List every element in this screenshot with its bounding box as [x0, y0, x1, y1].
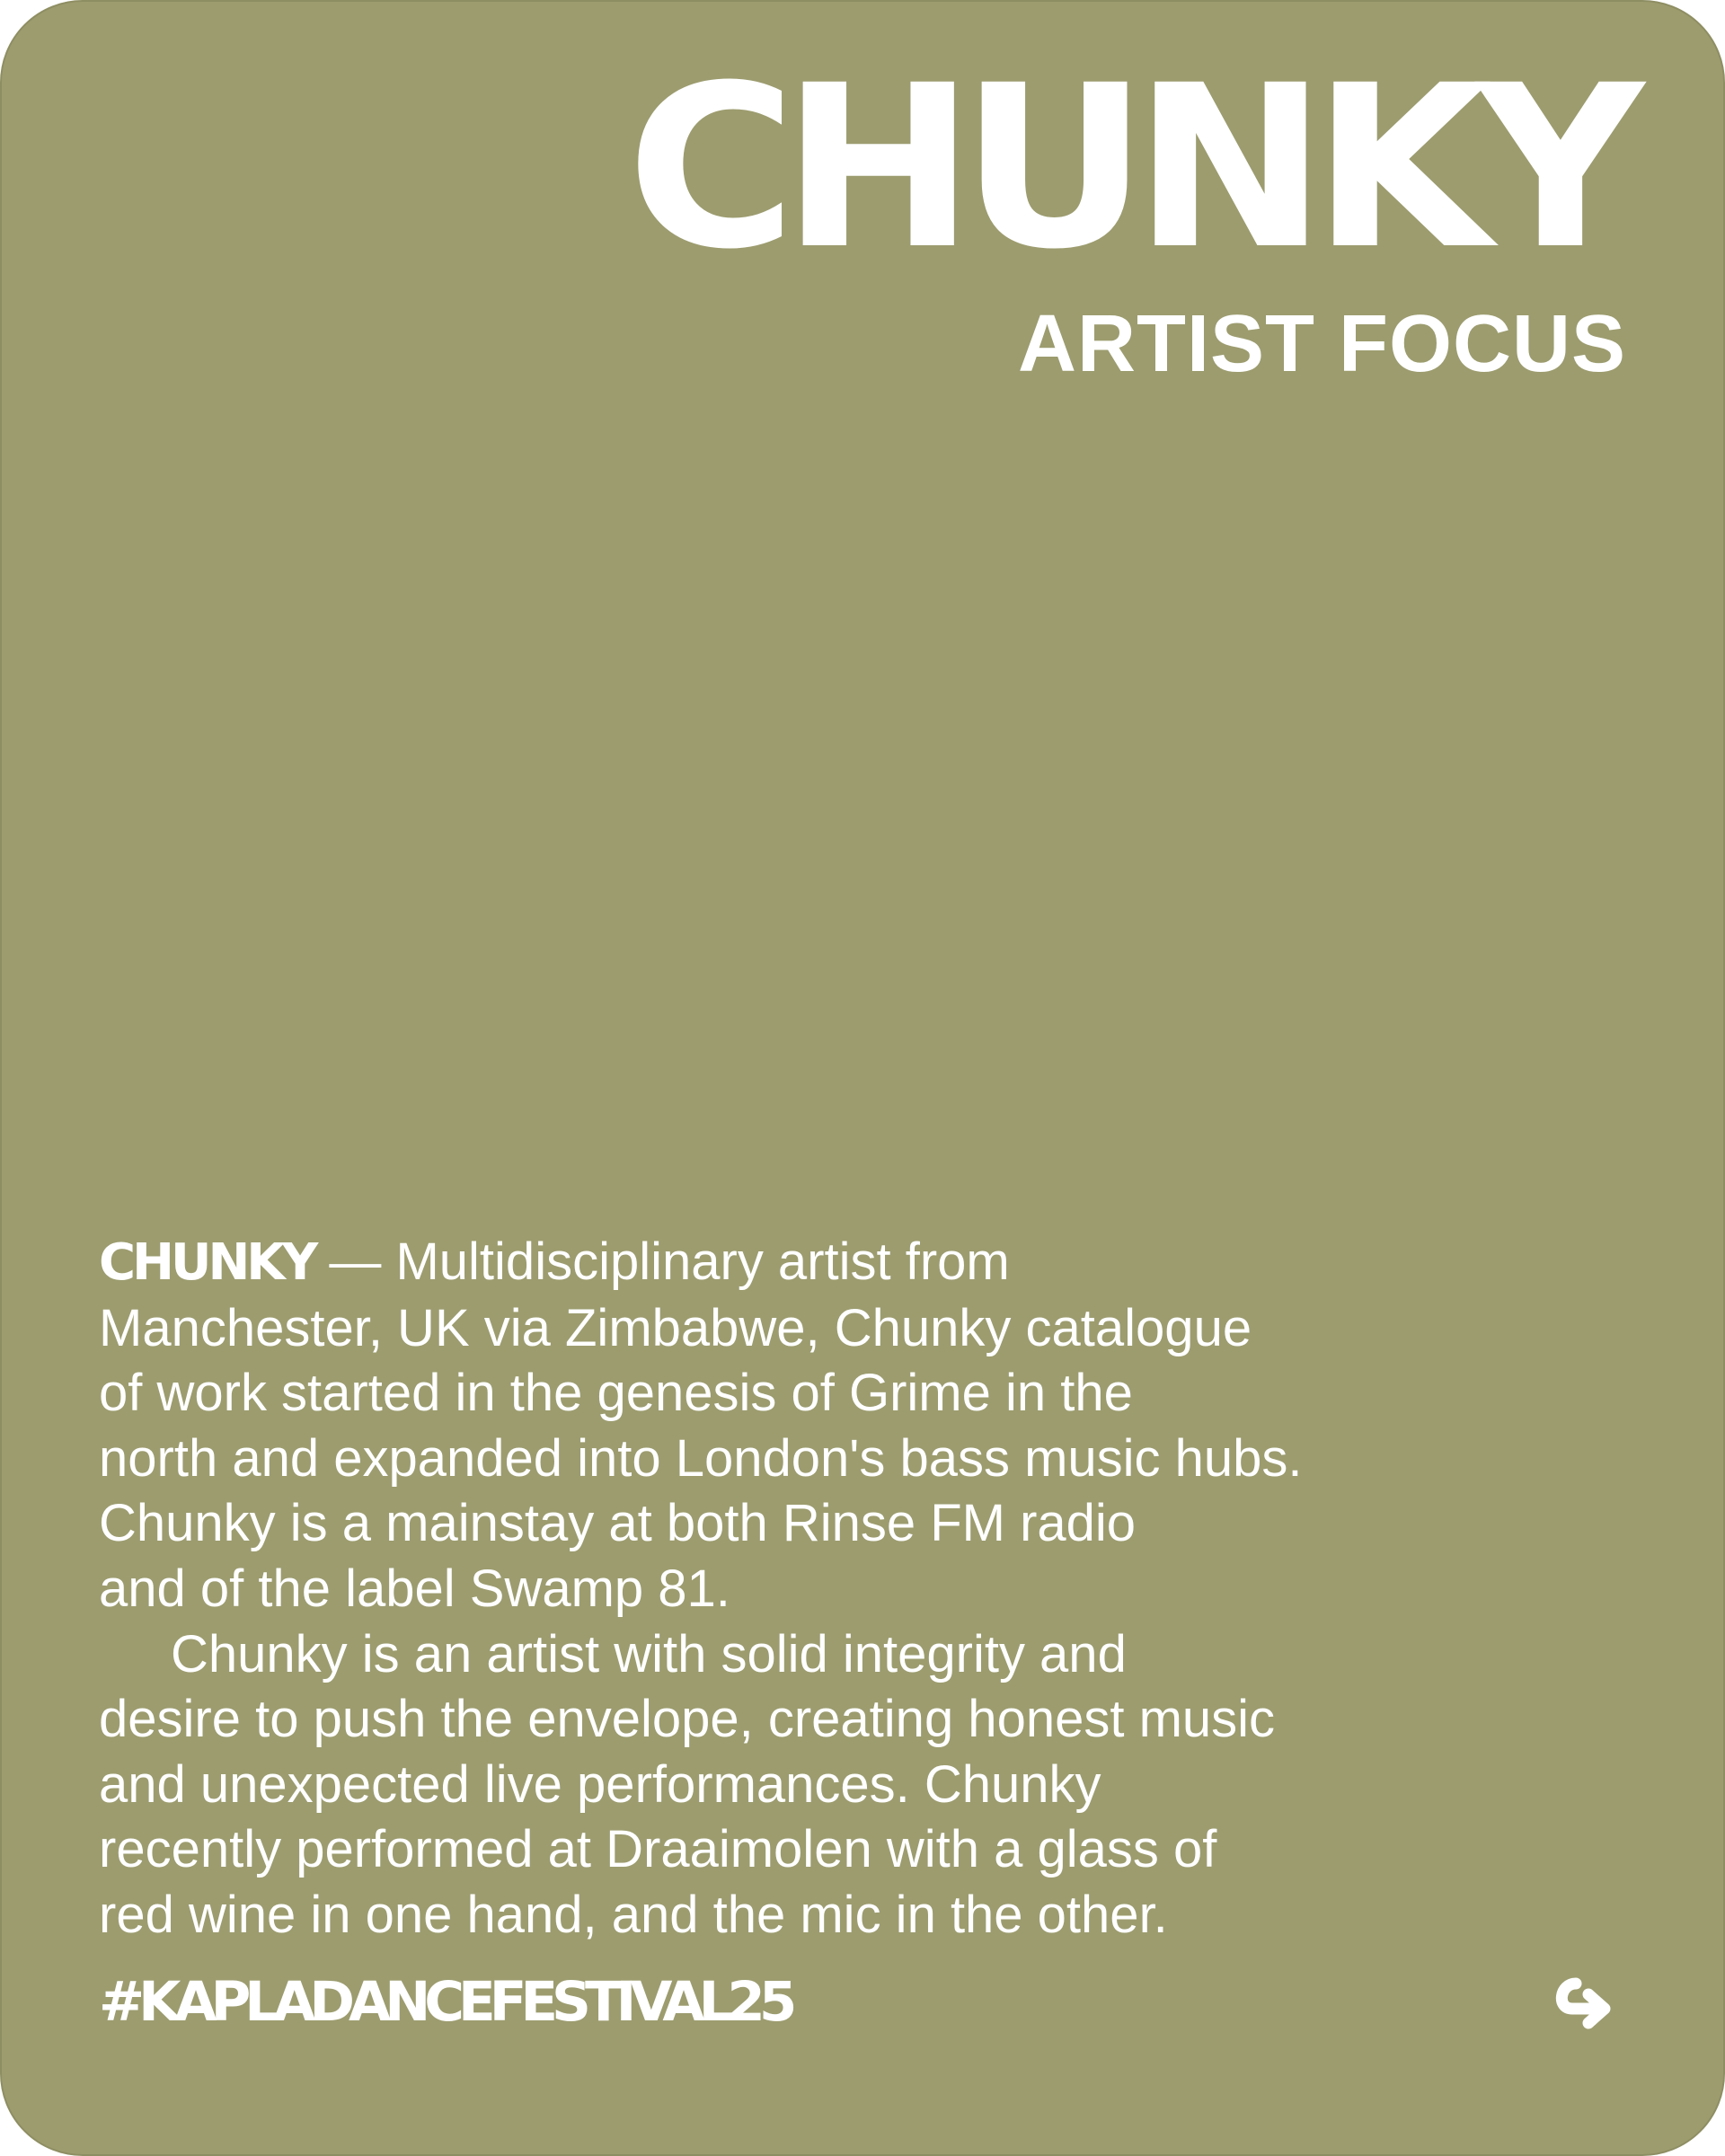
bio-line: desire to push the envelope, creating honest music: [99, 1690, 1276, 1749]
artist-bio: [99, 1230, 1608, 1948]
bio-line: [99, 1230, 1608, 1296]
bio-line: Chunky is an artist with solid integrity and: [171, 1624, 1127, 1683]
bio-line: red wine in one hand, and the mic in the other.: [99, 1885, 1168, 1944]
artist-name-title: CHUNKY: [626, 37, 1630, 298]
festival-hashtag: #KAPLADANCEFESTIVAL25: [99, 1970, 792, 2034]
bio-line: Manchester, UK via Zimbabwe, Chunky catalogue: [99, 1298, 1252, 1357]
hook-arrow-right-icon[interactable]: [1549, 1975, 1615, 2032]
bio-line: recently performed at Draaimolen with a glass of: [99, 1820, 1217, 1879]
bio-lead-name: CHUNKY: [99, 1233, 315, 1292]
bio-line: of work started in the genesis of Grime in the: [99, 1364, 1133, 1423]
bio-line: and unexpected live performances. Chunky: [99, 1754, 1101, 1814]
artist-focus-subtitle: ARTIST FOCUS: [1018, 299, 1626, 389]
bio-line-text: — Multidisciplinary artist from: [314, 1233, 1010, 1291]
bio-line: Chunky is a mainstay at both Rinse FM radio: [99, 1494, 1137, 1553]
bio-line: north and expanded into London's bass music hubs.: [99, 1428, 1303, 1488]
bio-line: and of the label Swamp 81.: [99, 1559, 730, 1618]
